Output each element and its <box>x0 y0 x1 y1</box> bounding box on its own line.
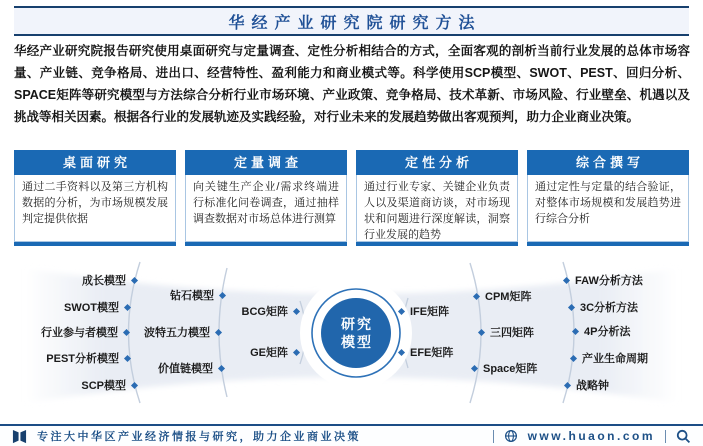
node-label: 价值链模型 <box>158 363 213 375</box>
model-node-three-four-matrix <box>479 324 534 340</box>
model-node-swot-model <box>64 299 130 315</box>
node-dot <box>293 307 300 314</box>
method-card-body: 通过行业专家、关键企业负责人以及渠道商访谈，对市场现状和问题进行深度解读，洞察行业发展的趋势 <box>356 175 518 242</box>
model-node-space-matrix <box>472 360 537 376</box>
model-node-ge-matrix <box>250 344 299 360</box>
node-dot <box>473 292 480 299</box>
method-card-title: 定性分析 <box>356 150 518 175</box>
center-circle-label <box>311 315 401 351</box>
node-dot <box>564 381 571 388</box>
node-label: 三四矩阵 <box>490 327 534 339</box>
node-label: 战略钟 <box>576 380 609 392</box>
node-label: BCG矩阵 <box>241 306 288 318</box>
node-dot <box>218 364 225 371</box>
center-label-line1: 研究 <box>341 316 373 332</box>
model-node-3c-analysis <box>569 299 638 315</box>
center-label-line2: 模型 <box>341 334 373 350</box>
node-dot <box>572 327 579 334</box>
node-dot <box>293 348 300 355</box>
model-node-porter-five-forces <box>144 324 221 340</box>
model-node-value-chain-model <box>158 360 224 376</box>
node-label: 行业参与者模型 <box>41 327 118 339</box>
model-node-faw-analysis <box>564 272 643 288</box>
node-dot <box>219 291 226 298</box>
model-node-strategy-clock <box>565 377 609 393</box>
model-node-cpm-matrix <box>474 288 531 304</box>
node-dot <box>123 328 130 335</box>
globe-icon <box>504 429 518 443</box>
node-dot <box>570 354 577 361</box>
huaon-logo-icon <box>12 429 27 444</box>
node-dot <box>124 354 131 361</box>
footer <box>0 424 703 446</box>
node-label: FAW分析方法 <box>575 275 643 287</box>
node-label: PEST分析模型 <box>46 353 119 365</box>
model-node-growth-model <box>82 272 137 288</box>
method-card-title: 桌面研究 <box>14 150 176 175</box>
method-card-body: 通过定性与定量的结合验证，对整体市场规模和发展趋势进行综合分析 <box>527 175 689 242</box>
model-node-scp-model <box>81 377 137 393</box>
node-dot <box>215 328 222 335</box>
model-node-industry-participant-model <box>41 324 129 340</box>
search-icon[interactable] <box>676 429 691 444</box>
node-label: 钻石模型 <box>170 290 214 302</box>
node-label: CPM矩阵 <box>485 291 532 303</box>
node-label: GE矩阵 <box>250 347 288 359</box>
model-node-ife-matrix <box>399 303 449 319</box>
node-dot <box>563 276 570 283</box>
node-label: SWOT模型 <box>64 302 119 314</box>
node-dot <box>131 276 138 283</box>
footer-website-link[interactable]: www.huaon.com <box>527 429 655 443</box>
node-label: 4P分析法 <box>584 326 631 338</box>
node-label: IFE矩阵 <box>410 306 450 318</box>
node-label: Space矩阵 <box>483 363 538 375</box>
model-node-efe-matrix <box>399 344 453 360</box>
node-dot <box>478 328 485 335</box>
method-card-body: 通过二手资料以及第三方机构数据的分析，为市场规模发展判定提供依据 <box>14 175 176 242</box>
node-label: 成长模型 <box>82 275 126 287</box>
node-label: 产业生命周期 <box>582 353 648 365</box>
intro-paragraph: 华经产业研究院报告研究使用桌面研究与定量调查、定性分析相结合的方式，全面客观的剖析当前行业发展的总体市场容量、产业链、竞争格局、进出口、经营特性、盈利能力和商业模式等。科学使用SCP模型、SWOT、PEST、回归分析、SPACE矩阵等研究模型与方法综合分析行业市场环境、产业政策、竞争格局、技术革新、市场风险、行业壁垒、机遇以及挑战等相关因素。根据各行业的发展轨迹及实践经验，对行业未来的发展趋势做出客观预判，助力企业商业决策。 <box>14 44 690 124</box>
node-label: SCP模型 <box>81 380 126 392</box>
method-card-body: 向关键生产企业/需求终端进行标准化问卷调查，通过抽样调查数据对市场总体进行测算 <box>185 175 347 242</box>
node-dot <box>568 303 575 310</box>
node-dot <box>131 381 138 388</box>
model-node-bcg-matrix <box>242 303 299 319</box>
footer-slogan: 专注大中华区产业经济情报与研究，助力企业商业决策 <box>37 431 361 443</box>
footer-divider <box>665 430 666 443</box>
method-card-title: 定量调查 <box>185 150 347 175</box>
node-label: EFE矩阵 <box>410 347 454 359</box>
footer-divider <box>493 430 494 443</box>
model-node-4p-analysis <box>573 323 630 339</box>
node-dot <box>398 307 405 314</box>
node-label: 3C分析方法 <box>580 302 639 314</box>
node-dot <box>124 303 131 310</box>
method-card-title: 综合撰写 <box>527 150 689 175</box>
page-title: 华经产业研究院研究方法 <box>228 14 482 32</box>
node-dot <box>398 348 405 355</box>
model-node-industry-life-cycle <box>571 350 648 366</box>
model-node-diamond-model <box>170 287 225 303</box>
model-node-pest-analysis-model <box>46 350 130 366</box>
node-label: 波特五力模型 <box>144 327 210 339</box>
node-dot <box>471 364 478 371</box>
